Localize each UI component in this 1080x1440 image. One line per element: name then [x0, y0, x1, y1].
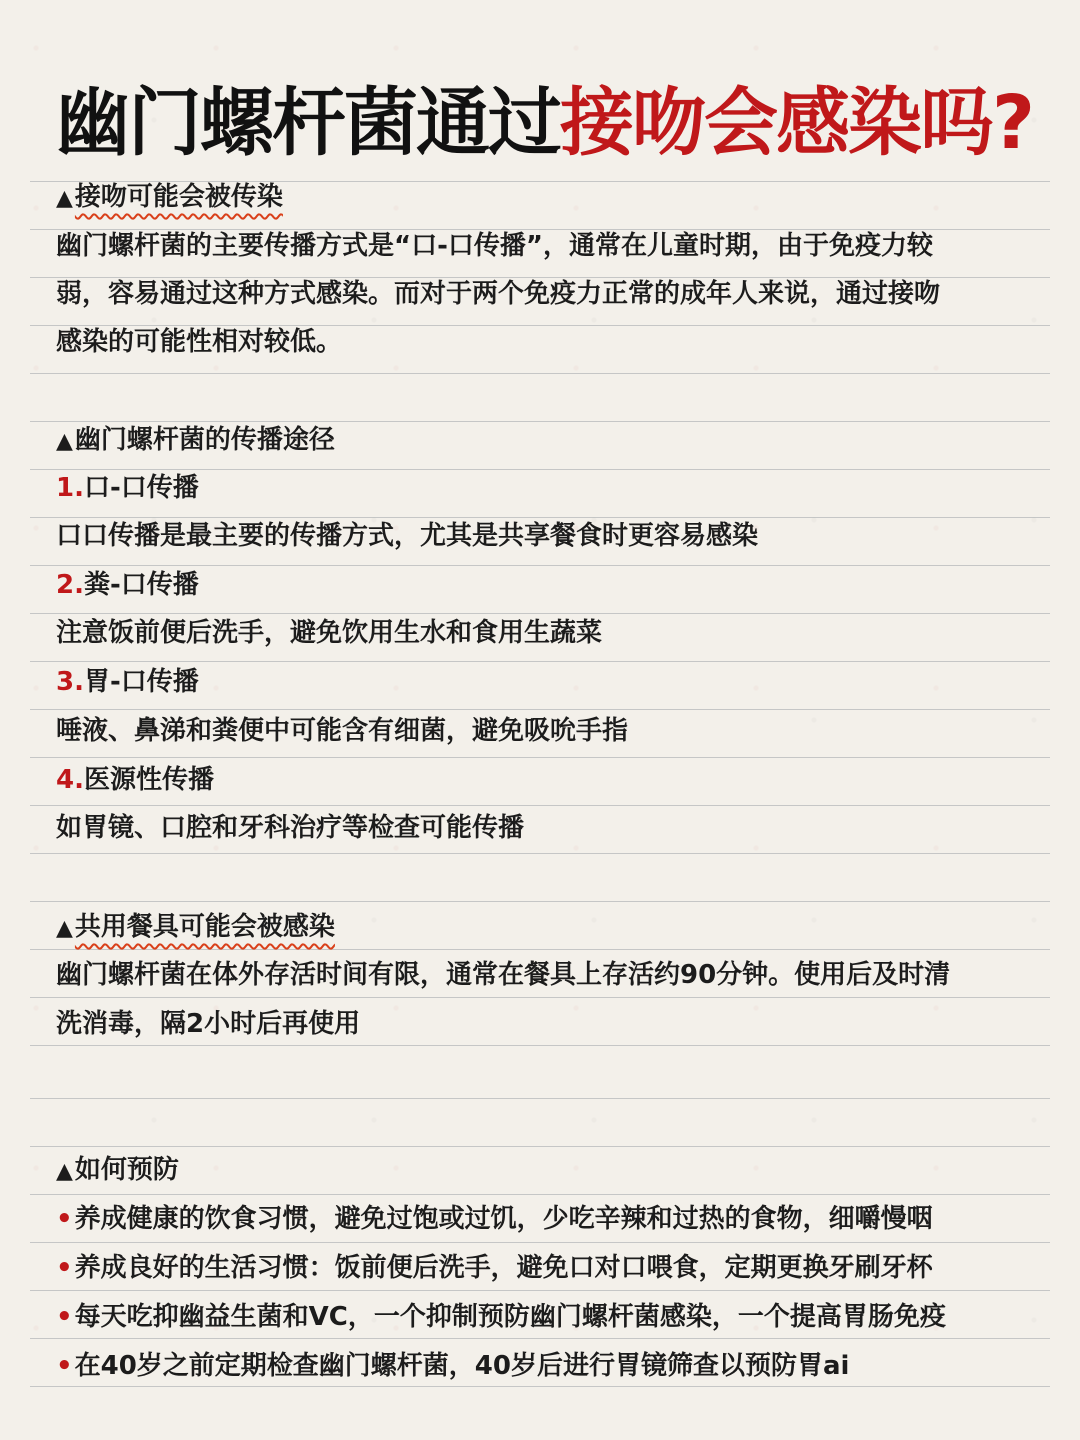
section4-heading-text: 如何预防	[74, 1155, 179, 1185]
route-item-2-label: 粪-口传播	[83, 570, 199, 600]
triangle-icon: ▲	[56, 429, 73, 454]
route-item-3-label: 胃-口传播	[83, 667, 199, 697]
route-item-4-title	[56, 760, 1036, 800]
section1-line-1: 幽门螺杆菌的主要传播方式是“口-口传播”，通常在儿童时期，由于免疫力较	[56, 231, 933, 261]
route-item-1-title	[56, 468, 1036, 508]
section4-heading	[56, 1150, 1036, 1192]
route-item-4-label: 医源性传播	[83, 765, 214, 795]
section2-heading-text: 幽门螺杆菌的传播途径	[74, 425, 335, 455]
route-item-4-desc: 如胃镜、口腔和牙科治疗等检查可能传播	[56, 813, 525, 843]
route-item-3-desc: 唾液、鼻涕和粪便中可能含有细菌，避免吸吮手指	[56, 716, 629, 746]
route-item-1-number: 1.	[56, 473, 84, 503]
section1-line-3: 感染的可能性相对较低。	[56, 327, 343, 357]
prevention-bullet-1	[56, 1199, 1036, 1239]
title-part-black: 幽门螺杆菌通过	[56, 80, 560, 166]
triangle-icon: ▲	[56, 1159, 73, 1184]
route-item-2-number: 2.	[56, 570, 84, 600]
prevention-bullet-3	[56, 1297, 1036, 1337]
route-item-1-label: 口-口传播	[83, 473, 199, 503]
section3-line-1: 幽门螺杆菌在体外存活时间有限，通常在餐具上存活约90分钟。使用后及时清	[56, 960, 951, 990]
section1-line-2: 弱，容易通过这种方式感染。而对于两个免疫力正常的成年人来说，通过接吻	[56, 279, 941, 309]
triangle-icon: ▲	[56, 916, 73, 941]
red-dot-icon: •	[56, 1253, 73, 1283]
route-item-2-title	[56, 565, 1036, 605]
prevention-bullet-2-text: 养成良好的生活习惯：饭前便后洗手，避免口对口喂食，定期更换牙刷牙杯	[74, 1253, 933, 1283]
red-dot-icon: •	[56, 1302, 73, 1332]
route-item-3-title	[56, 662, 1036, 702]
red-dot-icon: •	[56, 1351, 73, 1381]
section1-heading-text: 接吻可能会被传染	[74, 182, 283, 212]
route-item-2-desc: 注意饭前便后洗手，避免饮用生水和食用生蔬菜	[56, 618, 603, 648]
section2-heading	[56, 420, 1036, 462]
prevention-bullet-4	[56, 1346, 1036, 1386]
triangle-icon: ▲	[56, 186, 73, 211]
page-title	[56, 78, 1056, 168]
prevention-bullet-4-text: 在40岁之前定期检查幽门螺杆菌，40岁后进行胃镜筛查以预防胃ai	[74, 1351, 850, 1381]
section3-heading	[56, 907, 1036, 949]
red-dot-icon: •	[56, 1204, 73, 1234]
prevention-bullet-2	[56, 1248, 1036, 1288]
section3-line-2: 洗消毒，隔2小时后再使用	[56, 1009, 361, 1039]
route-item-1-desc: 口口传播是最主要的传播方式，尤其是共享餐食时更容易感染	[56, 521, 759, 551]
section3-heading-text: 共用餐具可能会被感染	[74, 912, 335, 942]
section1-heading	[56, 177, 1036, 219]
route-item-3-number: 3.	[56, 667, 84, 697]
route-item-4-number: 4.	[56, 765, 84, 795]
title-part-red: 接吻会感染吗?	[560, 80, 1033, 166]
prevention-bullet-1-text: 养成健康的饮食习惯，避免过饱或过饥，少吃辛辣和过热的食物，细嚼慢咽	[74, 1204, 933, 1234]
prevention-bullet-3-text: 每天吃抑幽益生菌和VC，一个抑制预防幽门螺杆菌感染，一个提高胃肠免疫	[74, 1302, 946, 1332]
